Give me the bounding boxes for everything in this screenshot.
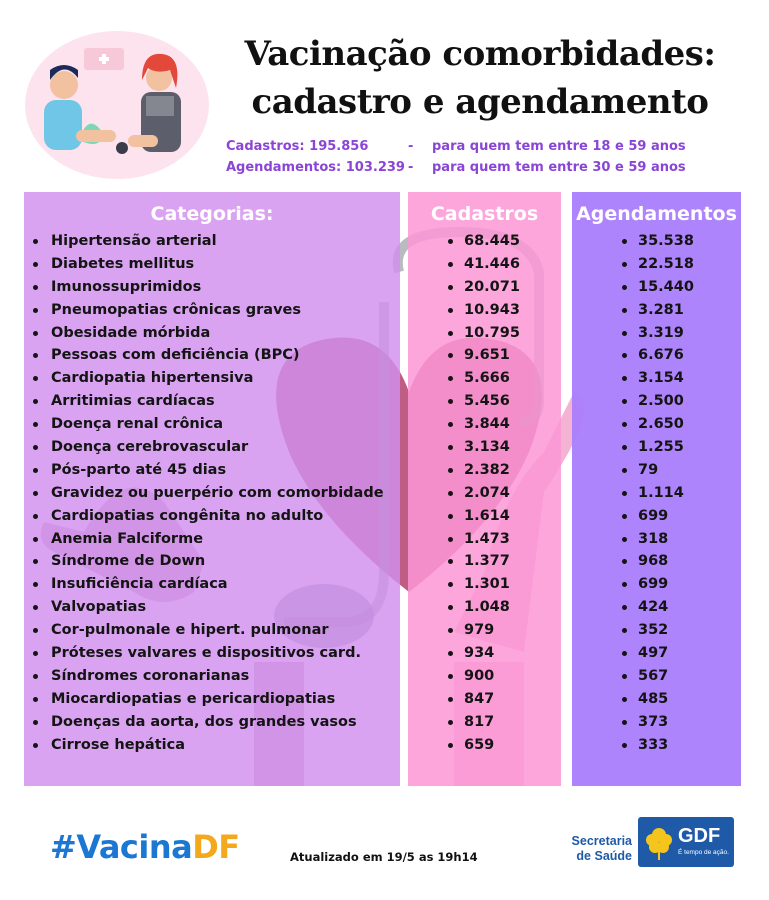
list-item: 934 xyxy=(408,642,561,665)
secretaria-line-2: de Saúde xyxy=(576,849,632,863)
list-item: 2.650 xyxy=(572,413,741,436)
categorias-list xyxy=(24,230,400,756)
list-item: 373 xyxy=(572,711,741,734)
list-item: 1.114 xyxy=(572,482,741,505)
summary-row-agendamentos xyxy=(226,160,766,181)
list-item: 1.255 xyxy=(572,436,741,459)
list-item: 1.614 xyxy=(408,505,561,528)
cadastros-list xyxy=(408,230,561,756)
list-item: Anemia Falciforme xyxy=(24,528,400,551)
list-item: 3.319 xyxy=(572,322,741,345)
list-item: Miocardiopatias e pericardiopatias xyxy=(24,688,400,711)
hashtag-part-df: DF xyxy=(192,828,240,866)
list-item: Hipertensão arterial xyxy=(24,230,400,253)
hashtag-part-vacina: #Vacina xyxy=(50,828,193,866)
list-item: 10.943 xyxy=(408,299,561,322)
list-item: Doença cerebrovascular xyxy=(24,436,400,459)
list-item: 1.048 xyxy=(408,596,561,619)
agendamentos-list xyxy=(572,230,741,756)
categorias-column xyxy=(24,192,400,786)
list-item: 3.844 xyxy=(408,413,561,436)
list-item: Síndrome de Down xyxy=(24,550,400,573)
list-item: 5.666 xyxy=(408,367,561,390)
list-item: Imunossuprimidos xyxy=(24,276,400,299)
agendamentos-header: Agendamentos xyxy=(576,203,737,225)
list-item: Próteses valvares e dispositivos card. xyxy=(24,642,400,665)
gdf-slogan: É tempo de ação. xyxy=(678,849,729,856)
list-item: Cardiopatias congênita no adulto xyxy=(24,505,400,528)
gdf-text: GDF xyxy=(678,825,721,847)
list-item: Pós-parto até 45 dias xyxy=(24,459,400,482)
list-item: 485 xyxy=(572,688,741,711)
list-item: Doenças da aorta, dos grandes vasos xyxy=(24,711,400,734)
page-title xyxy=(200,30,760,126)
list-item: 900 xyxy=(408,665,561,688)
list-item: 3.154 xyxy=(572,367,741,390)
list-item: 15.440 xyxy=(572,276,741,299)
title-line-1: Vacinação comorbidades: xyxy=(244,34,716,74)
secretaria-line-1: Secretaria xyxy=(571,834,632,848)
list-item: 68.445 xyxy=(408,230,561,253)
cadastros-column xyxy=(408,192,561,786)
list-item: 659 xyxy=(408,734,561,757)
categorias-header: Categorias: xyxy=(150,203,274,225)
list-item: 2.382 xyxy=(408,459,561,482)
list-item: 318 xyxy=(572,528,741,551)
list-item: 979 xyxy=(408,619,561,642)
summary-desc: para quem tem entre 30 e 59 anos xyxy=(432,160,686,175)
list-item: 352 xyxy=(572,619,741,642)
list-item: 699 xyxy=(572,505,741,528)
list-item: Arritimias cardíacas xyxy=(24,390,400,413)
summary-dash: - xyxy=(408,160,414,175)
secretaria-saude-logo xyxy=(556,834,632,864)
list-item: 1.377 xyxy=(408,550,561,573)
list-item: 817 xyxy=(408,711,561,734)
list-item: Cor-pulmonale e hipert. pulmonar xyxy=(24,619,400,642)
list-item: 6.676 xyxy=(572,344,741,367)
list-item: 424 xyxy=(572,596,741,619)
agendamentos-column xyxy=(572,192,741,786)
list-item: 1.301 xyxy=(408,573,561,596)
hashtag-vacinadf xyxy=(50,828,240,866)
list-item: 333 xyxy=(572,734,741,757)
title-line-2: cadastro e agendamento xyxy=(251,82,709,122)
list-item: 41.446 xyxy=(408,253,561,276)
list-item: 35.538 xyxy=(572,230,741,253)
list-item: Insuficiência cardíaca xyxy=(24,573,400,596)
list-item: 1.473 xyxy=(408,528,561,551)
list-item: Pessoas com deficiência (BPC) xyxy=(24,344,400,367)
doctor-patient-illustration xyxy=(24,30,210,180)
summary-row-cadastros xyxy=(226,139,766,160)
list-item: 847 xyxy=(408,688,561,711)
summary-block xyxy=(226,139,766,181)
list-item: Síndromes coronarianas xyxy=(24,665,400,688)
list-item: 497 xyxy=(572,642,741,665)
list-item: 79 xyxy=(572,459,741,482)
summary-label: Agendamentos: 103.239 xyxy=(226,160,405,175)
list-item: 5.456 xyxy=(408,390,561,413)
summary-label: Cadastros: 195.856 xyxy=(226,139,369,154)
updated-timestamp: Atualizado em 19/5 as 19h14 xyxy=(290,850,478,864)
list-item: Cirrose hepática xyxy=(24,734,400,757)
list-item: Doença renal crônica xyxy=(24,413,400,436)
list-item: 10.795 xyxy=(408,322,561,345)
gdf-logo xyxy=(638,817,734,867)
list-item: Obesidade mórbida xyxy=(24,322,400,345)
list-item: Valvopatias xyxy=(24,596,400,619)
list-item: 699 xyxy=(572,573,741,596)
list-item: 2.074 xyxy=(408,482,561,505)
list-item: 20.071 xyxy=(408,276,561,299)
list-item: Pneumopatias crônicas graves xyxy=(24,299,400,322)
list-item: 9.651 xyxy=(408,344,561,367)
list-item: Cardiopatia hipertensiva xyxy=(24,367,400,390)
gdf-flower-logo xyxy=(642,823,676,861)
list-item: 3.134 xyxy=(408,436,561,459)
summary-desc: para quem tem entre 18 e 59 anos xyxy=(432,139,686,154)
cadastros-header: Cadastros xyxy=(430,203,539,225)
list-item: 3.281 xyxy=(572,299,741,322)
list-item: 22.518 xyxy=(572,253,741,276)
list-item: 968 xyxy=(572,550,741,573)
summary-dash: - xyxy=(408,139,414,154)
list-item: 2.500 xyxy=(572,390,741,413)
list-item: Diabetes mellitus xyxy=(24,253,400,276)
list-item: 567 xyxy=(572,665,741,688)
list-item: Gravidez ou puerpério com comorbidade xyxy=(24,482,400,505)
